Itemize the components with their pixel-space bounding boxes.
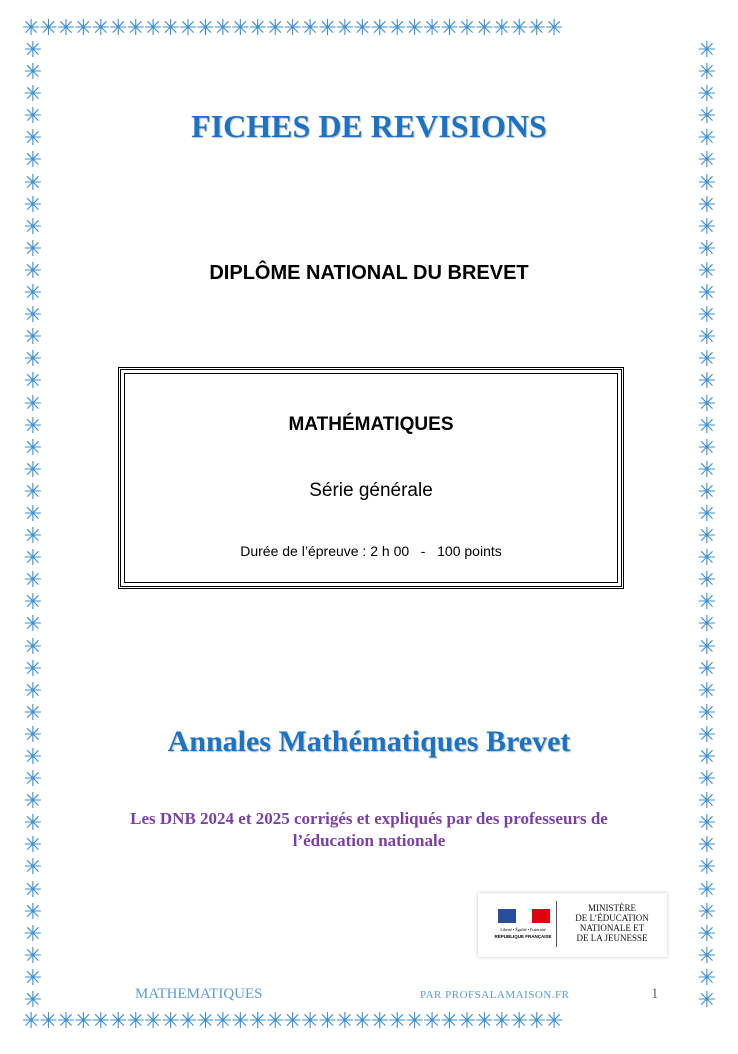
border-star-icon: ✳ — [23, 568, 43, 594]
ministry-line-3: NATIONALE ET — [579, 923, 645, 933]
border-star-icon: ✳ — [697, 214, 717, 240]
border-star-icon: ✳ — [697, 435, 717, 461]
border-star-icon: ✳ — [697, 413, 717, 439]
ministry-line-1: MINISTÈRE — [588, 903, 636, 913]
border-star-icon: ✳ — [23, 303, 43, 329]
border-star-icon: ✳ — [23, 855, 43, 881]
border-star-icon: ✳ — [23, 281, 43, 307]
border-star-icon: ✳ — [23, 457, 43, 483]
border-star-icon: ✳ — [697, 325, 717, 351]
border-star-icon: ✳ — [697, 678, 717, 704]
border-star-icon: ✳ — [23, 722, 43, 748]
border-star-icon: ✳ — [23, 126, 43, 152]
ministry-logo — [478, 893, 667, 957]
border-star-icon: ✳ — [23, 700, 43, 726]
border-star-icon: ✳ — [23, 391, 43, 417]
flag-blue-band — [498, 909, 516, 923]
ministry-line-4: DE LA JEUNESSE — [576, 933, 648, 943]
border-star-icon: ✳ — [697, 965, 717, 991]
border-star-icon: ✳ — [23, 148, 43, 174]
border-star-icon: ✳ — [697, 745, 717, 770]
border-star-icon: ✳ — [697, 546, 717, 572]
decorative-border-top: ✳✳✳✳✳✳✳✳✳✳✳✳✳✳✳✳✳✳✳✳✳✳✳✳✳✳✳✳✳✳✳ — [22, 18, 563, 40]
border-star-icon: ✳ — [697, 700, 717, 726]
border-star-icon: ✳ — [697, 590, 717, 616]
border-star-icon: ✳ — [23, 524, 43, 550]
border-star-icon: ✳ — [697, 524, 717, 550]
border-star-icon: ✳ — [697, 656, 717, 682]
border-star-icon: ✳ — [23, 40, 43, 63]
border-star-icon: ✳ — [23, 60, 43, 86]
border-star-icon: ✳ — [23, 833, 43, 859]
description — [60, 808, 678, 852]
border-star-icon: ✳ — [697, 369, 717, 395]
border-star-icon: ✳ — [697, 347, 717, 373]
border-star-icon: ✳ — [23, 479, 43, 505]
border-star-icon: ✳ — [23, 789, 43, 815]
decorative-border-bottom: ✳✳✳✳✳✳✳✳✳✳✳✳✳✳✳✳✳✳✳✳✳✳✳✳✳✳✳✳✳✳✳ — [22, 1011, 563, 1033]
border-star-icon: ✳ — [697, 767, 717, 793]
decorative-border-right — [696, 40, 718, 1012]
border-star-icon: ✳ — [697, 60, 717, 86]
border-star-icon: ✳ — [23, 811, 43, 837]
ministry-line-2: DE L’ÉDUCATION — [575, 913, 649, 923]
border-star-icon: ✳ — [697, 568, 717, 594]
border-star-icon: ✳ — [697, 634, 717, 660]
border-star-icon: ✳ — [23, 877, 43, 903]
border-star-icon: ✳ — [697, 943, 717, 969]
border-star-icon: ✳ — [23, 413, 43, 439]
annales-title: Annales Mathématiques Brevet — [167, 725, 571, 758]
border-star-icon: ✳ — [23, 82, 43, 108]
border-star-icon: ✳ — [697, 281, 717, 307]
border-star-icon: ✳ — [697, 303, 717, 329]
border-star-icon: ✳ — [23, 590, 43, 616]
border-star-icon: ✳ — [697, 811, 717, 837]
border-star-icon: ✳ — [23, 612, 43, 638]
flag-white-band — [516, 909, 532, 923]
footer-subject: MATHEMATIQUES — [135, 986, 263, 1002]
border-star-icon: ✳ — [697, 501, 717, 527]
border-star-icon: ✳ — [23, 921, 43, 947]
border-star-icon: ✳ — [697, 258, 717, 284]
border-star-icon: ✳ — [23, 347, 43, 373]
border-star-icon: ✳ — [23, 899, 43, 925]
border-star-icon: ✳ — [697, 104, 717, 130]
border-star-icon: ✳ — [23, 258, 43, 284]
border-star-icon: ✳ — [697, 833, 717, 859]
border-star-icon: ✳ — [23, 546, 43, 572]
border-star-icon: ✳ — [23, 435, 43, 461]
border-star-icon: ✳ — [697, 921, 717, 947]
border-star-icon: ✳ — [23, 325, 43, 351]
border-star-icon: ✳ — [23, 965, 43, 991]
description-line-1: Les DNB 2024 et 2025 corrigés et expliqués par des professeurs de — [130, 809, 608, 828]
exam-info-box-inner — [124, 373, 618, 583]
border-star-icon: ✳ — [697, 40, 717, 63]
border-star-icon: ✳ — [23, 236, 43, 262]
diploma-title: DIPLÔME NATIONAL DU BREVET — [209, 262, 529, 284]
border-star-icon: ✳ — [23, 501, 43, 527]
border-star-icon: ✳ — [23, 634, 43, 660]
flag-red-band — [532, 909, 550, 923]
border-star-icon: ✳ — [697, 899, 717, 925]
border-star-icon: ✳ — [697, 612, 717, 638]
border-star-icon: ✳ — [23, 170, 43, 196]
exam-subject: MATHÉMATIQUES — [288, 414, 454, 435]
border-star-icon: ✳ — [23, 988, 43, 1012]
border-star-icon: ✳ — [697, 236, 717, 262]
page-number: 1 — [651, 986, 659, 1002]
border-star-icon: ✳ — [697, 722, 717, 748]
border-star-icon: ✳ — [23, 214, 43, 240]
border-star-icon: ✳ — [23, 745, 43, 770]
republic-motto: Liberté • Égalité • Fraternité — [500, 927, 546, 932]
border-star-icon: ✳ — [697, 126, 717, 152]
exam-info-box — [118, 367, 624, 589]
exam-duration: Durée de l’épreuve : 2 h 00 - 100 points — [240, 543, 502, 559]
border-star-icon: ✳ — [697, 457, 717, 483]
border-star-icon: ✳ — [697, 170, 717, 196]
page-title: FICHES DE REVISIONS — [191, 108, 547, 144]
border-star-icon: ✳ — [23, 656, 43, 682]
border-star-icon: ✳ — [697, 877, 717, 903]
footer-source: PAR PROFSALAMAISON.FR — [420, 989, 570, 1001]
border-star-icon: ✳ — [697, 391, 717, 417]
border-star-icon: ✳ — [23, 678, 43, 704]
border-star-icon: ✳ — [23, 104, 43, 130]
border-star-icon: ✳ — [697, 82, 717, 108]
border-star-icon: ✳ — [697, 479, 717, 505]
description-line-2: l’éducation nationale — [292, 831, 446, 850]
decorative-border-left — [22, 40, 44, 1012]
border-star-icon: ✳ — [697, 192, 717, 218]
ministry-name — [562, 903, 662, 943]
border-star-icon: ✳ — [23, 943, 43, 969]
border-star-icon: ✳ — [697, 789, 717, 815]
republique-francaise: RÉPUBLIQUE FRANÇAISE — [494, 934, 552, 939]
border-star-icon: ✳ — [23, 192, 43, 218]
border-star-icon: ✳ — [697, 148, 717, 174]
border-star-icon: ✳ — [697, 988, 717, 1012]
exam-serie: Série générale — [309, 480, 433, 501]
border-star-icon: ✳ — [697, 855, 717, 881]
border-star-icon: ✳ — [23, 767, 43, 793]
border-star-icon: ✳ — [23, 369, 43, 395]
marianne-logo — [488, 901, 557, 947]
